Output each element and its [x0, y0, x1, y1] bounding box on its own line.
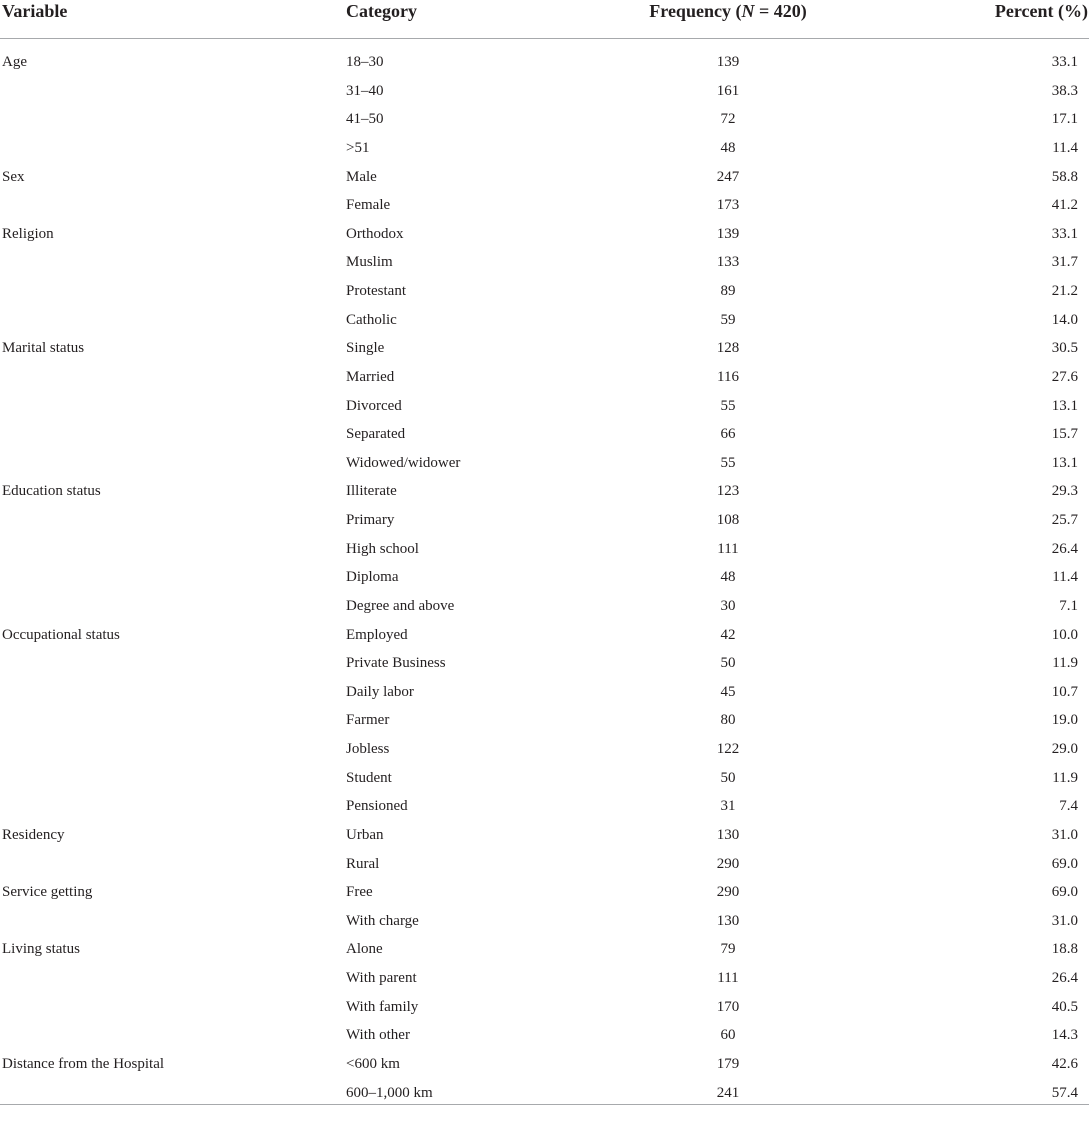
header-category: Category — [346, 1, 417, 21]
cell-variable: Age — [2, 54, 27, 70]
cell-category: Protestant — [346, 283, 406, 299]
table-row — [0, 878, 1089, 907]
table-header — [0, 0, 1089, 38]
cell-percent: 26.4 — [1051, 540, 1078, 557]
cell-frequency: 128 — [716, 340, 740, 357]
cell-percent: 13.1 — [1051, 397, 1078, 414]
header-frequency — [628, 1, 828, 22]
cell-percent: 31.7 — [1051, 254, 1078, 271]
cell-percent: 17.1 — [1051, 111, 1078, 128]
table-row — [0, 592, 1089, 621]
table-row — [0, 792, 1089, 821]
cell-frequency: 130 — [716, 912, 740, 929]
cell-percent: 10.7 — [1051, 683, 1078, 700]
cell-percent: 14.3 — [1051, 1027, 1078, 1044]
cell-percent: 10.0 — [1051, 626, 1078, 643]
cell-percent: 27.6 — [1051, 368, 1078, 385]
cell-percent: 25.7 — [1051, 512, 1078, 528]
header-variable: Variable — [2, 1, 68, 21]
cell-variable: Marital status — [2, 340, 85, 357]
cell-percent: 29.0 — [1051, 741, 1078, 757]
cell-category: Employed — [346, 626, 408, 643]
cell-percent: 11.4 — [1052, 569, 1078, 586]
cell-category: With family — [346, 998, 419, 1015]
cell-frequency: 111 — [717, 540, 739, 557]
table-row — [0, 993, 1089, 1022]
cell-percent: 41.2 — [1051, 197, 1078, 214]
cell-frequency: 241 — [716, 1084, 740, 1101]
cell-category: Female — [346, 197, 391, 214]
table-row — [0, 334, 1089, 363]
cell-category: Private Business — [346, 655, 446, 672]
bottom-rule — [0, 1104, 1089, 1105]
cell-percent: 18.8 — [1051, 941, 1078, 958]
cell-percent: 31.0 — [1051, 826, 1078, 843]
table-row — [0, 506, 1089, 535]
cell-frequency: 66 — [720, 426, 736, 443]
cell-category: Degree and above — [346, 597, 455, 614]
table-row — [0, 964, 1089, 993]
cell-category: Student — [346, 769, 392, 786]
table-row — [0, 449, 1089, 478]
cell-variable: Residency — [2, 826, 65, 843]
cell-variable: Education status — [2, 483, 101, 500]
table-row — [0, 735, 1089, 764]
cell-category: 600–1,000 km — [346, 1084, 433, 1101]
cell-frequency: 123 — [716, 483, 740, 500]
header-percent: Percent (%) — [994, 1, 1088, 21]
cell-frequency: 170 — [716, 998, 740, 1015]
table-row — [0, 535, 1089, 564]
cell-frequency: 50 — [720, 769, 736, 786]
header-rule — [0, 38, 1089, 39]
cell-category: 18–30 — [346, 54, 384, 70]
cell-category: Jobless — [346, 741, 390, 757]
cell-category: Pensioned — [346, 798, 408, 815]
cell-frequency: 290 — [716, 884, 740, 901]
table-row — [0, 850, 1089, 879]
cell-variable: Religion — [2, 225, 54, 242]
cell-frequency: 247 — [716, 168, 740, 185]
table-row — [0, 821, 1089, 850]
cell-percent: 11.4 — [1052, 139, 1078, 156]
cell-percent: 69.0 — [1051, 884, 1078, 901]
table-row — [0, 363, 1089, 392]
table-row — [0, 477, 1089, 506]
cell-frequency: 59 — [720, 311, 736, 328]
cell-category: Daily labor — [346, 683, 414, 700]
cell-frequency: 48 — [720, 569, 736, 586]
cell-frequency: 130 — [716, 826, 740, 843]
cell-category: With charge — [346, 912, 419, 929]
cell-frequency: 290 — [716, 855, 740, 872]
cell-variable: Distance from the Hospital — [2, 1055, 165, 1072]
cell-percent: 42.6 — [1051, 1055, 1078, 1072]
table-row — [0, 563, 1089, 592]
cell-category: Single — [346, 340, 385, 357]
table-row — [0, 191, 1089, 220]
cell-category: With parent — [346, 970, 417, 986]
table-row — [0, 134, 1089, 163]
cell-percent: 40.5 — [1051, 998, 1078, 1015]
table-row — [0, 420, 1089, 449]
cell-category: Widowed/widower — [346, 454, 461, 471]
cell-percent: 15.7 — [1051, 426, 1078, 443]
cell-frequency: 139 — [716, 225, 740, 242]
cell-category: 31–40 — [346, 82, 384, 99]
table-row — [0, 48, 1089, 77]
cell-category: Diploma — [346, 569, 399, 586]
cell-percent: 33.1 — [1051, 225, 1078, 242]
cell-variable: Living status — [2, 941, 80, 958]
cell-category: Catholic — [346, 311, 397, 328]
cell-frequency: 116 — [717, 368, 739, 385]
cell-frequency: 30 — [720, 597, 736, 614]
table-row — [0, 706, 1089, 735]
cell-variable: Service getting — [2, 884, 93, 901]
cell-category: <600 km — [346, 1055, 400, 1072]
cell-frequency: 31 — [720, 798, 736, 815]
table-row — [0, 277, 1089, 306]
cell-frequency: 72 — [720, 111, 736, 128]
table-row — [0, 1050, 1089, 1079]
cell-percent: 26.4 — [1051, 970, 1078, 986]
cell-percent: 33.1 — [1051, 54, 1078, 70]
cell-category: Married — [346, 368, 395, 385]
cell-frequency: 108 — [716, 512, 740, 528]
table-row — [0, 649, 1089, 678]
cell-frequency: 139 — [716, 54, 740, 70]
cell-category: Orthodox — [346, 225, 404, 242]
cell-category: Rural — [346, 855, 380, 872]
cell-frequency: 79 — [720, 941, 736, 958]
table-row — [0, 105, 1089, 134]
cell-frequency: 55 — [720, 454, 736, 471]
header-frequency-n: N — [741, 1, 755, 21]
cell-percent: 13.1 — [1051, 454, 1078, 471]
cell-percent: 14.0 — [1051, 311, 1078, 328]
cell-percent: 30.5 — [1051, 340, 1078, 357]
table-row — [0, 907, 1089, 936]
cell-category: Alone — [346, 941, 383, 958]
cell-category: With other — [346, 1027, 410, 1044]
cell-frequency: 122 — [716, 741, 740, 757]
cell-frequency: 161 — [716, 82, 740, 99]
cell-frequency: 173 — [716, 197, 740, 214]
header-frequency-prefix: Frequency ( — [649, 1, 742, 21]
table-row — [0, 77, 1089, 106]
cell-frequency: 133 — [716, 254, 740, 271]
cell-percent: 11.9 — [1052, 769, 1078, 786]
cell-frequency: 48 — [720, 139, 736, 156]
table-row — [0, 163, 1089, 192]
cell-category: >51 — [346, 139, 370, 156]
cell-percent: 31.0 — [1051, 912, 1078, 929]
cell-frequency: 60 — [720, 1027, 736, 1044]
cell-percent: 19.0 — [1051, 712, 1078, 729]
cell-category: Farmer — [346, 712, 390, 729]
cell-percent: 11.9 — [1052, 655, 1078, 672]
cell-percent: 69.0 — [1051, 855, 1078, 872]
cell-frequency: 55 — [720, 397, 736, 414]
cell-category: Primary — [346, 512, 395, 528]
cell-frequency: 50 — [720, 655, 736, 672]
cell-category: 41–50 — [346, 111, 384, 128]
table-row — [0, 678, 1089, 707]
cell-frequency: 111 — [717, 970, 739, 986]
cell-percent: 58.8 — [1051, 168, 1078, 185]
cell-category: High school — [346, 540, 419, 557]
table-row — [0, 764, 1089, 793]
cell-variable: Sex — [2, 168, 25, 185]
cell-percent: 57.4 — [1051, 1084, 1078, 1101]
table-row — [0, 306, 1089, 335]
table-body — [0, 48, 1089, 1107]
cell-category: Muslim — [346, 254, 393, 271]
cell-category: Divorced — [346, 397, 402, 414]
cell-category: Free — [346, 884, 373, 901]
header-frequency-suffix: = 420) — [754, 1, 807, 21]
cell-category: Urban — [346, 826, 384, 843]
cell-frequency: 42 — [720, 626, 736, 643]
cell-frequency: 45 — [720, 683, 736, 700]
table-row — [0, 1021, 1089, 1050]
table-row — [0, 220, 1089, 249]
table-row — [0, 1079, 1089, 1108]
table-row — [0, 248, 1089, 277]
cell-frequency: 89 — [720, 283, 736, 299]
cell-percent: 7.1 — [1059, 597, 1078, 614]
cell-percent: 21.2 — [1051, 283, 1078, 299]
cell-percent: 29.3 — [1051, 483, 1078, 500]
cell-frequency: 80 — [720, 712, 736, 729]
table-row — [0, 621, 1089, 650]
cell-category: Male — [346, 168, 377, 185]
cell-category: Illiterate — [346, 483, 397, 500]
cell-category: Separated — [346, 426, 406, 443]
cell-frequency: 179 — [716, 1055, 740, 1072]
cell-variable: Occupational status — [2, 626, 120, 643]
cell-percent: 38.3 — [1051, 82, 1078, 99]
table-row — [0, 935, 1089, 964]
cell-percent: 7.4 — [1059, 798, 1078, 815]
table-row — [0, 392, 1089, 421]
